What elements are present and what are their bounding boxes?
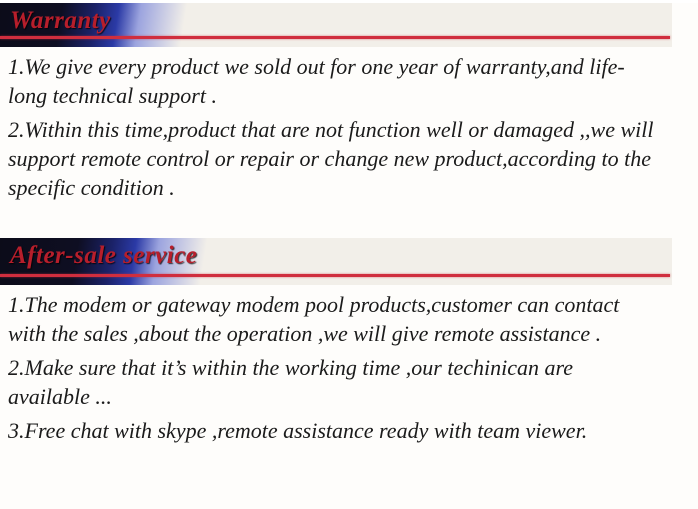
- body-paragraph: 2.Make sure that it’s within the working time ,our techinican are available ...: [8, 355, 574, 409]
- body-paragraph: 2.Within this time,product that are not function well or damaged ,,we will support remote control or repair or change new product,according to the specific condition .: [8, 117, 654, 200]
- warranty-info-page: [0, 3, 698, 509]
- warranty-banner-red-rule: [0, 36, 670, 39]
- body-paragraph: 1.The modem or gateway modem pool products,customer can contact with the sales ,about the operation ,we will give remote assistance .: [8, 292, 620, 346]
- after-sale-section-title: After-sale service: [10, 242, 198, 269]
- body-paragraph: 3.Free chat with skype ,remote assistance ready with team viewer.: [8, 418, 588, 443]
- warranty-section-title: Warranty: [10, 7, 111, 34]
- warranty-section-banner: [0, 3, 672, 47]
- warranty-section-body: [8, 52, 656, 202]
- body-paragraph: 1.We give every product we sold out for one year of warranty,and life-long technical support .: [8, 54, 625, 108]
- after-sale-section-body: [8, 290, 656, 445]
- after-sale-banner-red-rule: [0, 274, 670, 277]
- after-sale-section-banner: [0, 238, 672, 285]
